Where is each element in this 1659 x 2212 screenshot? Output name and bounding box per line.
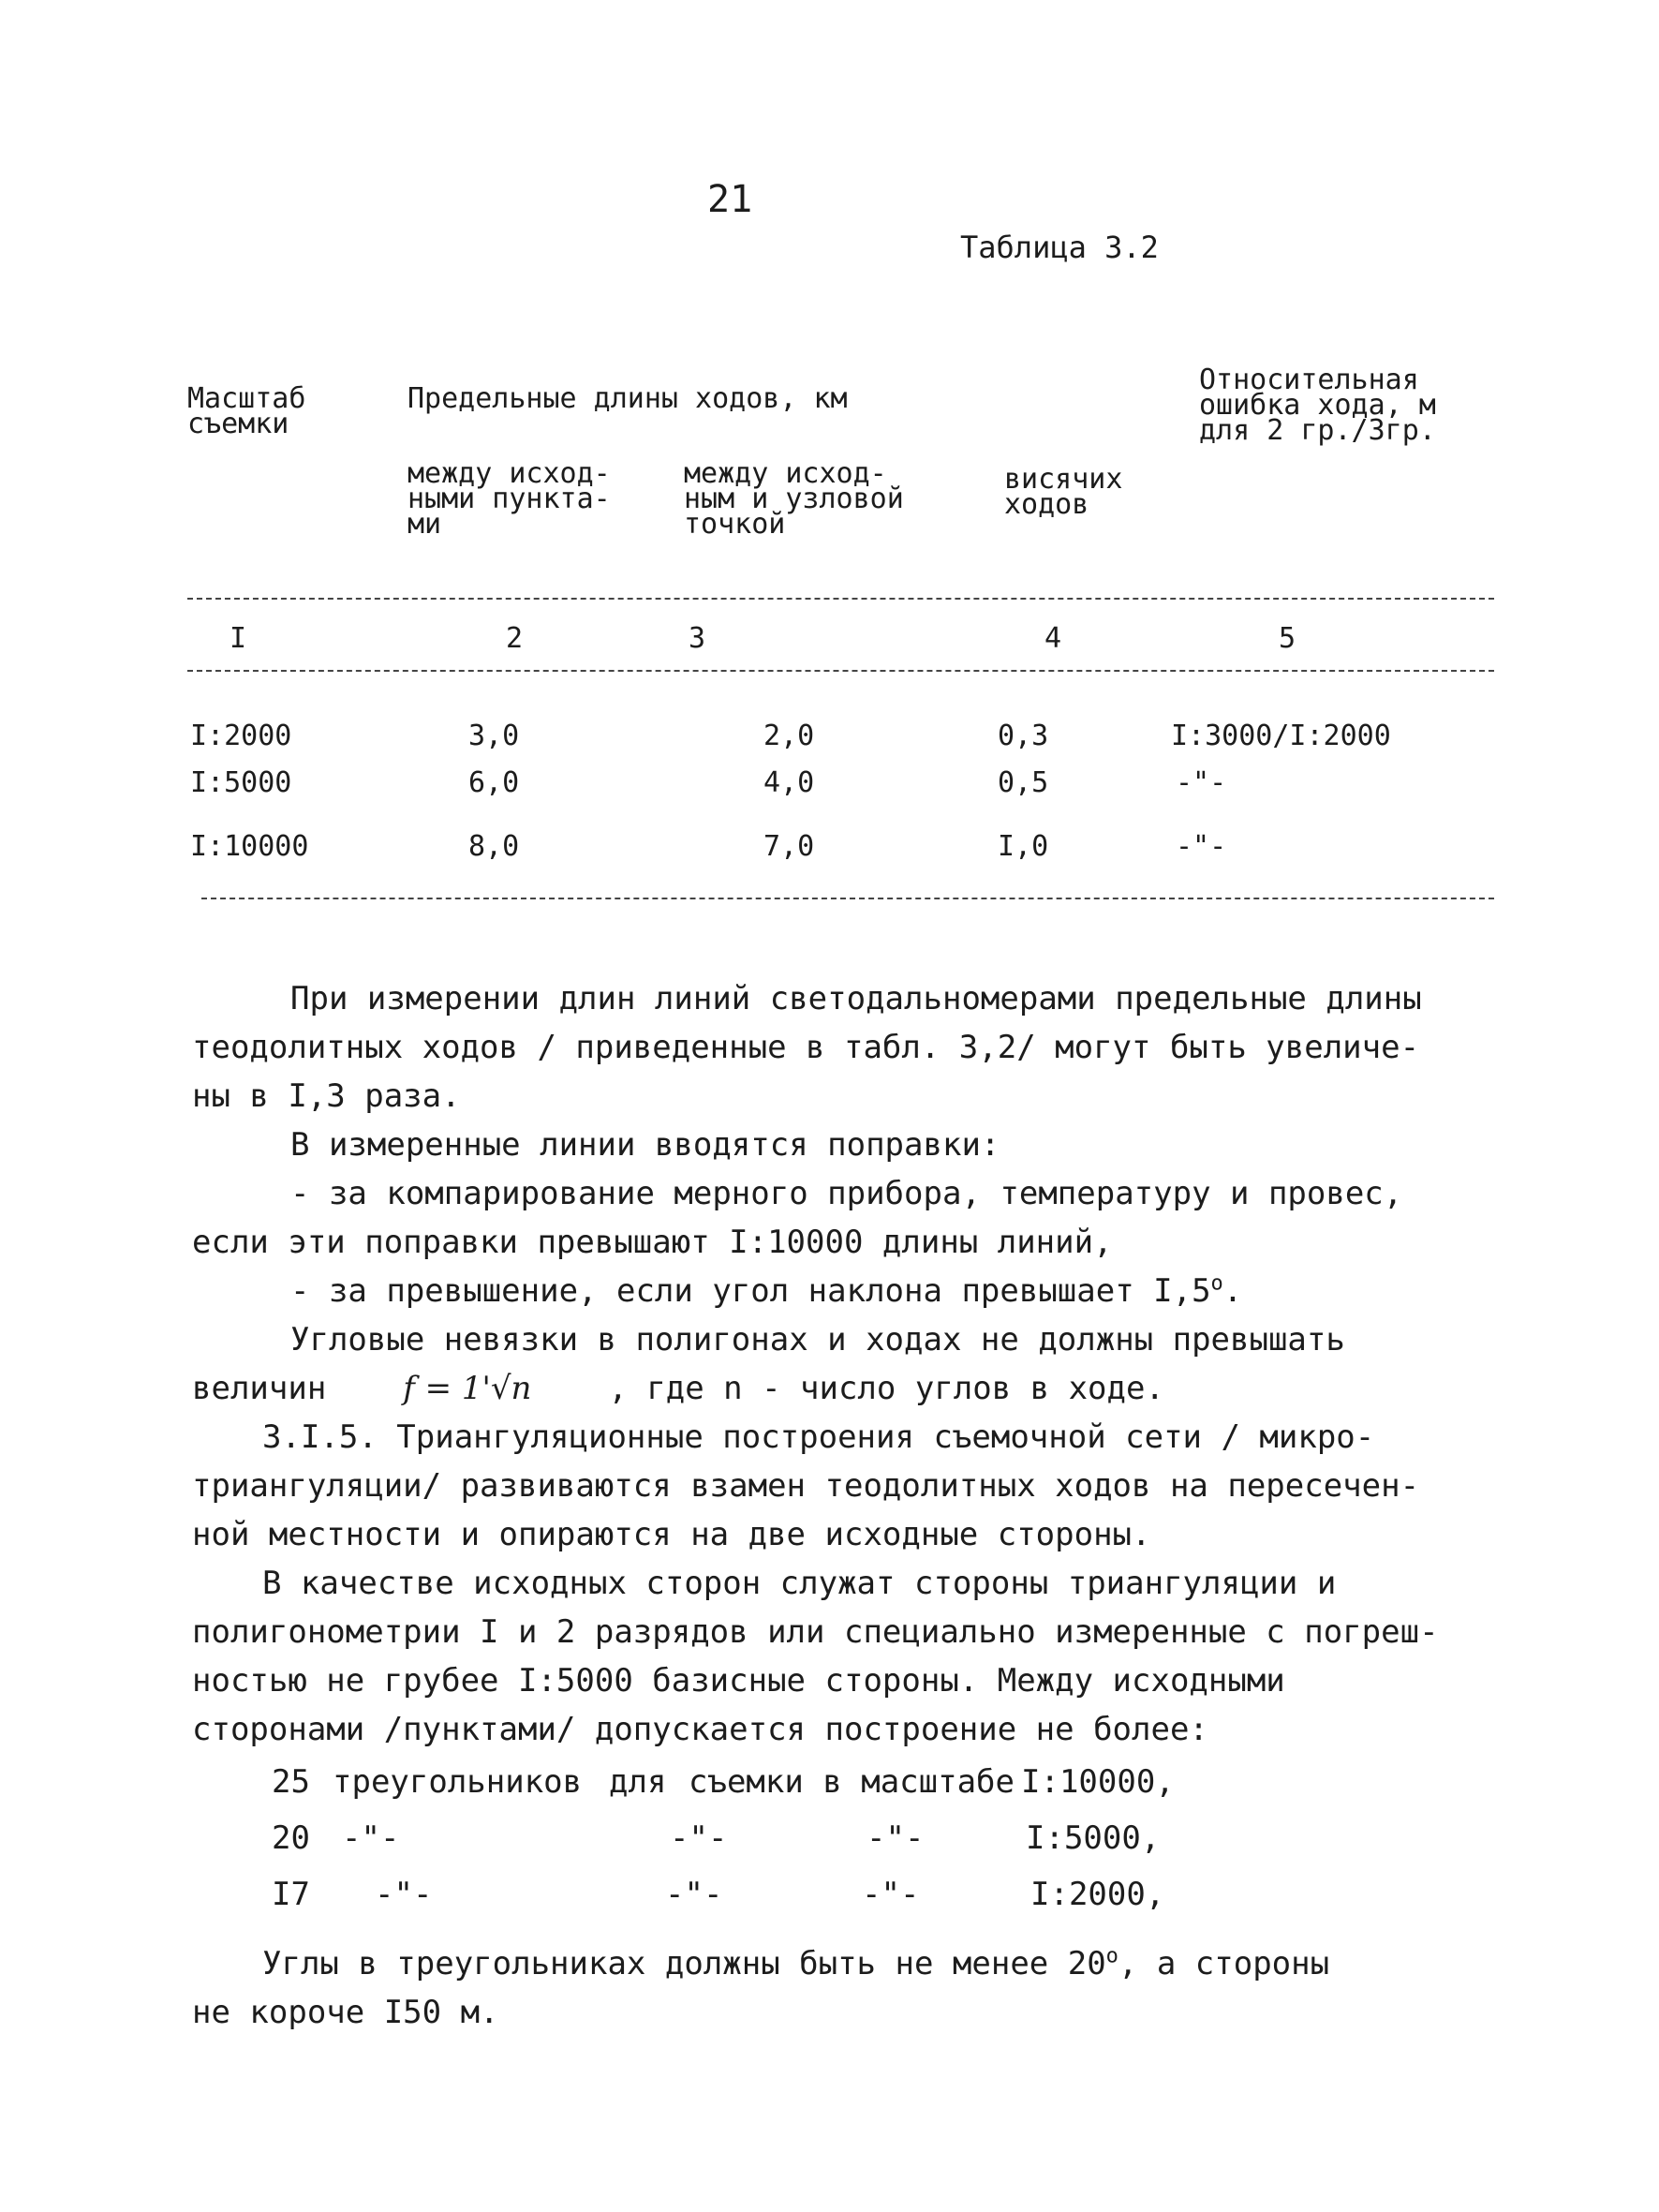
triangle-count: 20 <box>272 1819 310 1857</box>
triangle-shoot: съемки в масштабе <box>689 1763 1015 1801</box>
col-number: I <box>230 622 247 655</box>
degree-sign: о <box>1210 1271 1223 1296</box>
group-header: Предельные длины ходов, км <box>407 382 848 415</box>
rel-error-cell: -"- <box>1176 766 1227 799</box>
paragraph-line: теодолитных ходов / приведенные в табл. 3,2/ могут быть увеличе- <box>192 1029 1420 1066</box>
angular-misclosure-formula: f = 1'√n <box>403 1370 532 1407</box>
col-number: 3 <box>689 622 706 655</box>
between-points-cell: 3,0 <box>468 720 520 752</box>
triangle-for: для <box>609 1763 667 1801</box>
text-fragment: величин <box>192 1370 327 1407</box>
table-caption: Таблица 3.2 <box>960 230 1159 265</box>
body-text <box>192 974 1503 2037</box>
triangle-scale: I:2000, <box>1030 1876 1165 1913</box>
triangle-count: I7 <box>272 1876 310 1913</box>
numbers-rule <box>187 670 1494 672</box>
hanging-cell: I,0 <box>998 830 1049 863</box>
triangle-shoot: -"- <box>867 1819 925 1857</box>
paragraph-line <box>192 1364 1503 1413</box>
to-node-cell: 7,0 <box>763 830 815 863</box>
paragraph-line: не короче I50 м. <box>192 1994 499 2031</box>
paragraph-line: ной местности и опираются на две исходные стороны. <box>192 1516 1151 1553</box>
paragraph-line: - за компарирование мерного прибора, температуру и провес, <box>290 1175 1403 1212</box>
paragraph-line: Угловые невязки в полигонах и ходах не должны превышать <box>290 1321 1345 1358</box>
between-points-cell: 6,0 <box>468 766 520 799</box>
table-bottom-rule <box>201 898 1494 899</box>
text-fragment: , а стороны <box>1118 1945 1330 1982</box>
degree-sign: о <box>1105 1944 1118 1968</box>
to-node-cell: 2,0 <box>763 720 815 752</box>
triangle-count: 25 <box>272 1763 310 1801</box>
triangle-scale: I:10000, <box>1021 1763 1175 1801</box>
paragraph-line: ностью не грубее I:5000 базисные стороны. Между исходными <box>192 1662 1285 1700</box>
paragraph-line: В измеренные линии вводятся поправки: <box>290 1126 1000 1164</box>
list-item <box>192 1866 1503 1923</box>
rel-error-cell: I:3000/I:2000 <box>1171 720 1391 752</box>
section-heading-line: 3.I.5. Триангуляционные построения съемочной сети / микро- <box>262 1418 1375 1456</box>
scale-cell: I:5000 <box>190 766 292 799</box>
triangle-word: -"- <box>375 1876 433 1913</box>
paragraph-line: сторонами /пунктами/ допускается построение не более: <box>192 1711 1208 1748</box>
paragraph-line <box>192 1267 1503 1315</box>
paragraph-line: если эти поправки превышают I:10000 длины линий, <box>192 1224 1113 1261</box>
page-number: 21 <box>707 178 753 221</box>
col1-header: Масштаб съемки <box>187 382 306 440</box>
col2-header: между исход- ными пункта- ми <box>407 457 611 541</box>
triangle-shoot: -"- <box>862 1876 920 1913</box>
col-number: 4 <box>1044 622 1062 655</box>
hanging-cell: 0,3 <box>998 720 1049 752</box>
paragraph-line: При измерении длин линий светодальномерами предельные длины <box>290 980 1422 1017</box>
list-item <box>192 1754 1503 1810</box>
triangle-scale: I:5000, <box>1026 1819 1161 1857</box>
text-fragment: Углы в треугольниках должны быть не менее 20 <box>262 1945 1106 1982</box>
triangle-for: -"- <box>665 1876 723 1913</box>
scale-cell: I:10000 <box>190 830 309 863</box>
to-node-cell: 4,0 <box>763 766 815 799</box>
rel-error-cell: -"- <box>1176 830 1227 863</box>
paragraph-line: полигонометрии I и 2 разрядов или специально измеренные с погреш- <box>192 1613 1439 1651</box>
scale-cell: I:2000 <box>190 720 292 752</box>
triangle-word: -"- <box>342 1819 400 1857</box>
triangle-for: -"- <box>670 1819 728 1857</box>
text-fragment: . <box>1222 1272 1243 1310</box>
header-rule <box>187 598 1494 600</box>
paragraph-line: триангуляции/ развиваются взамен теодолитных ходов на пересечен- <box>192 1467 1420 1505</box>
text-fragment: , где n - число углов в ходе. <box>608 1370 1164 1407</box>
col4-header: висячих ходов <box>1004 463 1123 521</box>
hanging-cell: 0,5 <box>998 766 1049 799</box>
text-fragment: - за превышение, если угол наклона превышает I,5 <box>290 1272 1211 1310</box>
between-points-cell: 8,0 <box>468 830 520 863</box>
paragraph-line <box>192 1939 1503 1988</box>
triangle-word: треугольников <box>333 1763 583 1801</box>
paragraph-line: ны в I,3 раза. <box>192 1077 461 1115</box>
col3-header: между исход- ным и узловой точкой <box>684 457 904 541</box>
paragraph-line: В качестве исходных сторон служат стороны триангуляции и <box>262 1565 1337 1602</box>
list-item <box>192 1810 1503 1866</box>
col-number: 2 <box>506 622 524 655</box>
col5-header: Относительная ошибка хода, м для 2 гр./3гр. <box>1199 364 1436 447</box>
triangle-list <box>192 1754 1503 1923</box>
col-number: 5 <box>1279 622 1296 655</box>
